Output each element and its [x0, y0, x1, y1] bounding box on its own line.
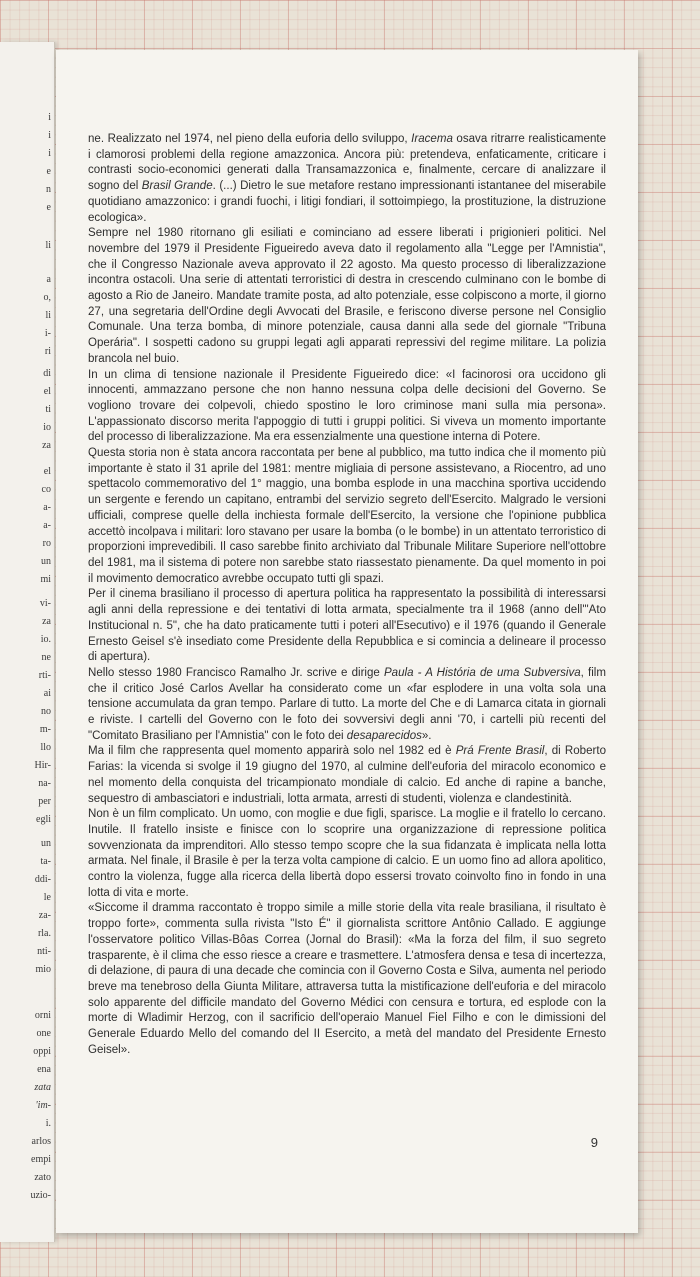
left-page-fragment: mio: [35, 964, 51, 975]
left-page-fragment: i: [48, 130, 51, 141]
body-text: [88, 132, 606, 1058]
left-page-fragment: ro: [42, 538, 51, 549]
text-run: , film che il critico José Carlos Avellar ha considerato come un «far esplodere in una volta sola una tensione accumulata da gran tempo. Parlare di tutto. La morte del Che e di Lamarca citata in giornali e riviste. I cartelli del Governo con le foto dei sovversivi degli anni '70, i cartelli più recenti del "Comitato Brasiliano per l'Amnistia" con le foto dei: [88, 666, 606, 742]
text-run: Ma il film che rappresenta quel momento apparirà solo nel 1982 ed è: [88, 745, 456, 758]
paragraph: [88, 807, 606, 901]
left-page-fragment: un: [41, 838, 51, 849]
left-page-fragment: vi-: [39, 598, 51, 609]
left-page-fragment: i: [48, 112, 51, 123]
paragraph: [88, 132, 606, 226]
page-number: 9: [590, 1135, 598, 1150]
paragraph: [88, 587, 606, 666]
paragraph: [88, 666, 606, 745]
paragraph: [88, 901, 606, 1058]
left-page-fragment: el: [43, 386, 51, 397]
left-page-fragment: ti: [45, 404, 51, 415]
left-page-fragment: ne: [41, 652, 51, 663]
text-run: . (...) Dietro le sue metafore restano impressionanti istantanee del miserabile quotidiano amazzonico: i grandi fuochi, i litigi fondiari, il sottoimpiego, la prostituzione, la distruzione ecologica».: [88, 180, 606, 224]
text-run: Sempre nel 1980 ritornano gli esiliati e cominciano ad essere liberati i prigionieri politici. Nel novembre del 1979 il Presidente Figueiredo aveva dato il regolamento alla "Legge per l'Amnistia", che il Congresso Nazionale aveva approvato il 22 agosto. Ma questo processo di liberalizzazione incontra ostacoli. Una serie di attentati terroristici di destra in crescendo culminano con le bombe di agosto a Rio de Janeiro. Mandate tramite posta, ad alto potenziale, esse colpiscono a morte, il giorno 27, una segretaria dell'Ordine degli Avvocati del Brasile, e feriscono diverse persone nel Consiglio Comunale. Una terza bomba, di minore potenziale, causa danni alla sede del giornale "Tribuna Operária". I sospetti cadono su gruppi legati agli apparati repressivi del regime militare. La polizia brancola nel buio.: [88, 227, 606, 365]
paragraph: [88, 744, 606, 807]
left-page-fragment: uzio-: [30, 1190, 51, 1201]
text-run: Questa storia non è stata ancora raccontata per bene al pubblico, ma tutto indica che il momento più importante è stato il 31 aprile del 1981: mentre migliaia di persone assistevano, a Riocentro, ad uno spettacolo commemorativo del 1° maggio, una bomba esplode in una macchina sportiva uccidendo un sergente e ferendo un capitano, entrambi del servizio segreto dell'Esercito. Malgrado le versioni ufficiali, comprese quelle della inchiesta formale dell'Esercito, la versione che l'opinione pubblica accettò incolpava i militari: loro stavano per usare la bomba (o le bombe) in un attentato terroristico di proporzioni imprevedibili. Il caso sarebbe finito archiviato dal Tribunale Militare Superiore nell'ottobre del 1981, ma il sistema di potere non sarebbe stato riassestato pienamente. Da quel momento in poi il movimento democratico avrebbe occupato tutti gli spazi.: [88, 447, 606, 585]
text-run: Per il cinema brasiliano il processo di apertura politica ha rappresentato la possibilità di interessarsi agli anni della repressione e dei tentativi di lotta armata, specialmente tra il 1968 (anno dell'"Ato Institucional n. 5", che ha dato praticamente tutti i poteri all'Esecutivo) e il 1976 (quando il Generale Ernesto Geisel s'è insediato come Presidente della Repubblica e si comincia a delineare il processo di apertura).: [88, 588, 606, 664]
text-run: ».: [421, 729, 432, 742]
left-page-fragment: co: [41, 484, 51, 495]
left-page-fragment: le: [43, 892, 51, 903]
italic-title: Brasil Grande: [141, 180, 213, 193]
left-page-fragment: 'im-: [35, 1100, 51, 1111]
left-page-fragment: di: [43, 368, 51, 379]
left-page-fragment: i-: [44, 328, 51, 339]
left-page-fragment: one: [36, 1028, 51, 1039]
text-run: osava ritrarre realisticamente i clamorosi problemi della regione amazzonica. Ancora più: pretendeva, enfaticamente, criticare i contrasti socio-economici generati dalla Transamazzonica e, finalmente, cercare di analizzare il sogno del: [88, 133, 607, 193]
paragraph: [88, 226, 606, 367]
paragraph: [88, 368, 606, 447]
left-page-fragment: oppi: [33, 1046, 51, 1057]
italic-title: Prá Frente Brasil: [455, 745, 545, 758]
left-page-fragment: n: [46, 184, 51, 195]
left-page-fragment: li: [45, 310, 51, 321]
text-run: In un clima di tensione nazionale il Presidente Figueiredo dice: «I facinorosi ora uccidono gli innocenti, ammazzano persone che non hanno nessuna colpa delle decisioni del Governo. Se vogliono trovare dei colpevoli, chiedo spostino le loro criminose mani sulla mia persona». L'appassionato discorso merita l'appoggio di tutti i gruppi politici. Si viveva un momento importante del processo di liberalizzazione. Ma era essenzialmente una questione interna di Potere.: [88, 368, 606, 444]
left-page-fragment: za-: [38, 910, 51, 921]
left-page-fragment: i.: [45, 1118, 51, 1129]
left-page-fragment: i: [48, 148, 51, 159]
left-page-fragment: ddi-: [34, 874, 51, 885]
text-run: Non è un film complicato. Un uomo, con moglie e due figli, sparisce. La moglie e il fratello lo cercano. Inutile. Il fratello insiste e finisce con lo scoprire una organizzazione di repressione politica sovvenzionata da imprenditori. Allo stesso tempo scopre che la sua fidanzata è implicata nella lotta armata. Nel finale, il Brasile è per la terza volta campione di calcio. E un uomo fino ad allora apolitico, contro la violenza, fugge alla ricerca della libertà dopo essersi trovato coinvolto fino in fondo in una lotta di vita e morte.: [88, 808, 606, 899]
left-page-fragment: Hir-: [34, 760, 51, 771]
italic-title: Paula - A História de uma Subversiva: [383, 666, 581, 679]
left-page-fragment: zata: [34, 1082, 51, 1093]
left-page-fragment: io: [43, 422, 51, 433]
left-page-fragment: un: [41, 556, 51, 567]
left-page-fragment: rti-: [38, 670, 51, 681]
left-page-edge: [0, 42, 55, 1242]
left-page-fragment: io.: [40, 634, 51, 645]
left-page-fragment: a: [46, 274, 51, 285]
left-page-fragment: li: [45, 240, 51, 251]
left-page-fragment: mi: [40, 574, 51, 585]
left-page-fragment: ta-: [40, 856, 51, 867]
text-run: , di Roberto Farias: la vicenda si svolge il 19 giugno del 1970, al culmine dell'euforia del miracolo economico e nel momento della conquista del tricampionato mondiale di calcio. Ed anche di rapine a banche, sequestro di ambasciatori e industriali, lotta armata, arresti di studenti, violenza e clandestinità.: [88, 745, 606, 805]
left-page-fragment: egli: [36, 814, 51, 825]
left-page-fragment: a-: [43, 520, 51, 531]
left-page-fragment: za: [42, 440, 51, 451]
left-page-fragment: zato: [34, 1172, 51, 1183]
left-page-fragment: arlos: [31, 1136, 51, 1147]
left-page-fragment: orni: [34, 1010, 51, 1021]
left-page-fragment: o,: [43, 292, 51, 303]
text-run: «Siccome il dramma raccontato è troppo simile a mille storie della vita reale brasiliana, il risultato è troppo forte», commenta sulla rivista "Isto É" il giornalista scrittore Antônio Callado. E aggiunge l'osservatore politico Villas-Bôas Correa (Jornal do Brasil): «Ma la forza del film, il suo segreto trasparente, è il clima che esso riesce a creare e trasmettere. L'atmosfera densa e tesa di incertezza, di delazione, di paura di una decade che comincia con il Governo Costa e Silva, aumenta nel periodo breve ma tenebroso della Giunta Militare, attraversa tutta la mistificazione dell'euforia e del miracolo solo apparente del difficile mandato del Governo Médici con censura e tortura, ed esplode con la morte di Wladimir Herzog, con il sacrificio dell'operaio Manuel Fiel Filho e con le dimissioni del Generale Eduardo Mello del comando del II Esercito, a metà del mandato del Presidente Ernesto Geisel».: [88, 902, 606, 1056]
left-page-fragment: per: [38, 796, 51, 807]
left-page-fragment: na-: [38, 778, 51, 789]
left-page-fragment: ri: [44, 346, 51, 357]
text-run: ne. Realizzato nel 1974, nel pieno della euforia dello sviluppo,: [88, 133, 412, 145]
italic-title: desaparecidos: [346, 729, 422, 742]
left-page-fragment: a-: [43, 502, 51, 513]
left-page-fragment: nti-: [37, 946, 51, 957]
left-page-fragment: ena: [37, 1064, 51, 1075]
left-page-fragment: za: [42, 616, 51, 627]
left-page-fragment: no: [41, 706, 51, 717]
left-page-fragment: el: [43, 466, 51, 477]
left-page-fragment: rla.: [37, 928, 51, 939]
paragraph: [88, 446, 606, 587]
left-page-fragment: ai: [43, 688, 51, 699]
left-page-fragment: e: [46, 166, 51, 177]
italic-title: Iracema: [411, 133, 453, 145]
text-run: Nello stesso 1980 Francisco Ramalho Jr. scrive e dirige: [88, 666, 384, 679]
left-page-fragment: e: [46, 202, 51, 213]
left-page-fragment: empi: [31, 1154, 51, 1165]
left-page-fragment: m-: [39, 724, 51, 735]
left-page-fragment: llo: [40, 742, 51, 753]
book-page: [56, 50, 638, 1233]
